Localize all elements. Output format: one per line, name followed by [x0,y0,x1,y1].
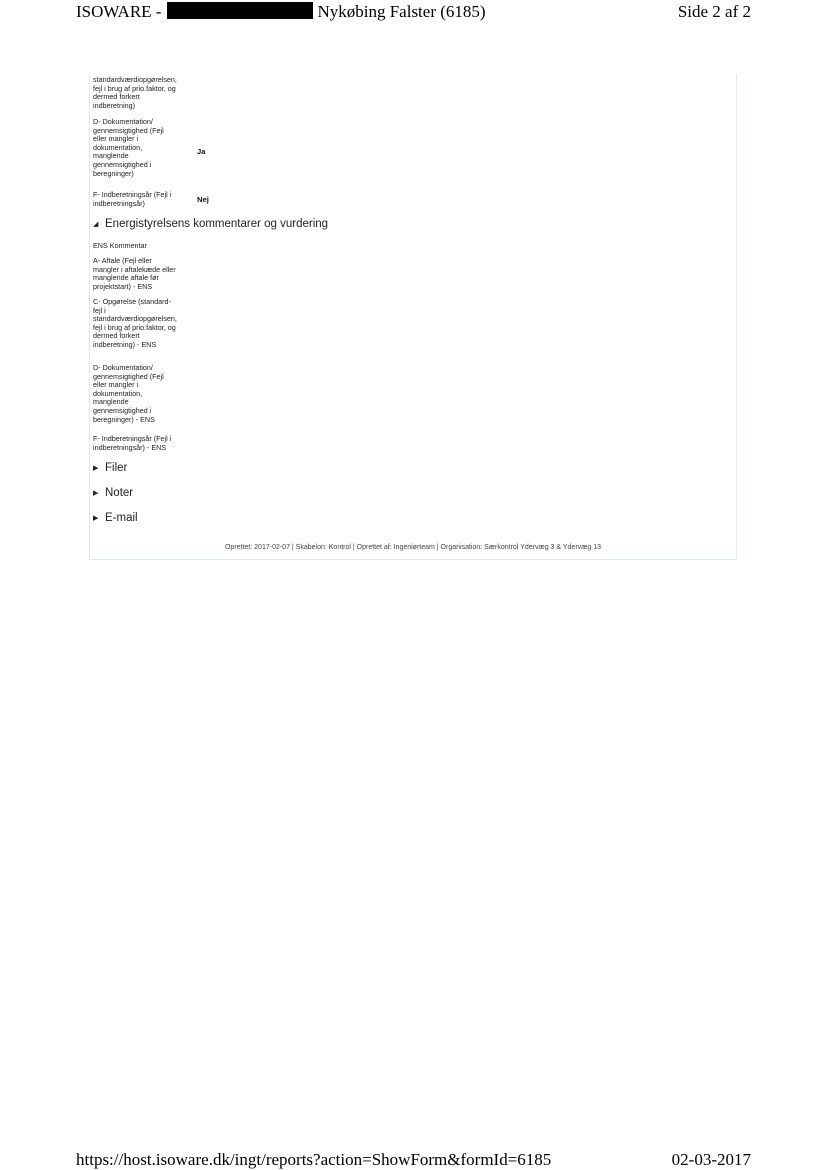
page-url: https://host.isoware.dk/ingt/reports?action=ShowForm&formId=6185 [76,1150,552,1169]
section-title: Filer [105,462,128,474]
row-label: C- Opgørelse (standard- fejl i standardværdiopgørelsen, fejl i brug af prio.faktor, og dermed forkert indberetning) - ENS [93,297,177,349]
row-label: D- Dokumentation/ gennemsigtighed (Fejl eller mangler i dokumentation, manglende gennemsigtighed i beregninger) [93,117,164,178]
kontrol-row-f [93,191,197,208]
ens-section-title: Energistyrelsens kommentarer og vurdering [105,218,329,230]
section-email[interactable] [93,512,138,524]
triangle-right-icon: ▶ [93,465,99,472]
triangle-right-icon: ▶ [93,515,99,522]
section-filer[interactable] [93,462,127,474]
kontrol-row-d-value: Ja [197,147,206,156]
row-label: F- Indberetningsår (Fejl i indberetningsår) [93,190,172,208]
row-label: standardværdiopgørelsen, fejl i brug af prio.faktor, og dermed forkert indberetning) [93,75,177,110]
print-header [0,2,826,24]
ens-row-c [93,298,197,350]
section-noter[interactable] [93,487,133,499]
form-meta-line: Oprettet: 2017-02-07 | Skabelon: Kontrol | Oprettet af: Ingeniørteam | Organisation: Særkontrol Ydervæg 3 & Ydervæg 13 [224,544,601,551]
page-number: Side 2 af 2 [677,2,751,21]
print-date: 02-03-2017 [671,1150,751,1169]
kontrol-row-f-value: Nej [197,195,209,204]
print-footer [0,1150,826,1170]
triangle-right-icon: ▶ [93,490,99,497]
section-title: Noter [105,487,134,499]
row-label: D- Dokumentation/ gennemsigtighed (Fejl eller mangler i dokumentation, manglende gennemsigtighed i beregninger) - ENS [93,363,164,424]
ens-section-header[interactable] [93,218,328,230]
row-label: A- Aftale (Fejl eller mangler i aftalekæde eller manglende aftale før projektstart) - ENS [93,256,176,291]
location-name: Nykøbing Falster (6185) [317,2,486,21]
print-header-title [76,2,486,22]
redaction-bar [167,2,313,19]
row-label: F- Indberetningsår (Fejl i indberetningsår) - ENS [93,434,172,452]
app-name: ISOWARE - [76,2,162,21]
ens-comment-label: ENS Kommentar [93,241,147,250]
ens-row-a [93,257,197,291]
section-title: E-mail [105,512,138,524]
kontrol-row-c [93,76,197,110]
ens-row-f [93,435,197,452]
ens-row-d [93,364,197,424]
triangle-down-left-icon: ◢ [93,221,99,228]
kontrol-row-d [93,118,197,178]
